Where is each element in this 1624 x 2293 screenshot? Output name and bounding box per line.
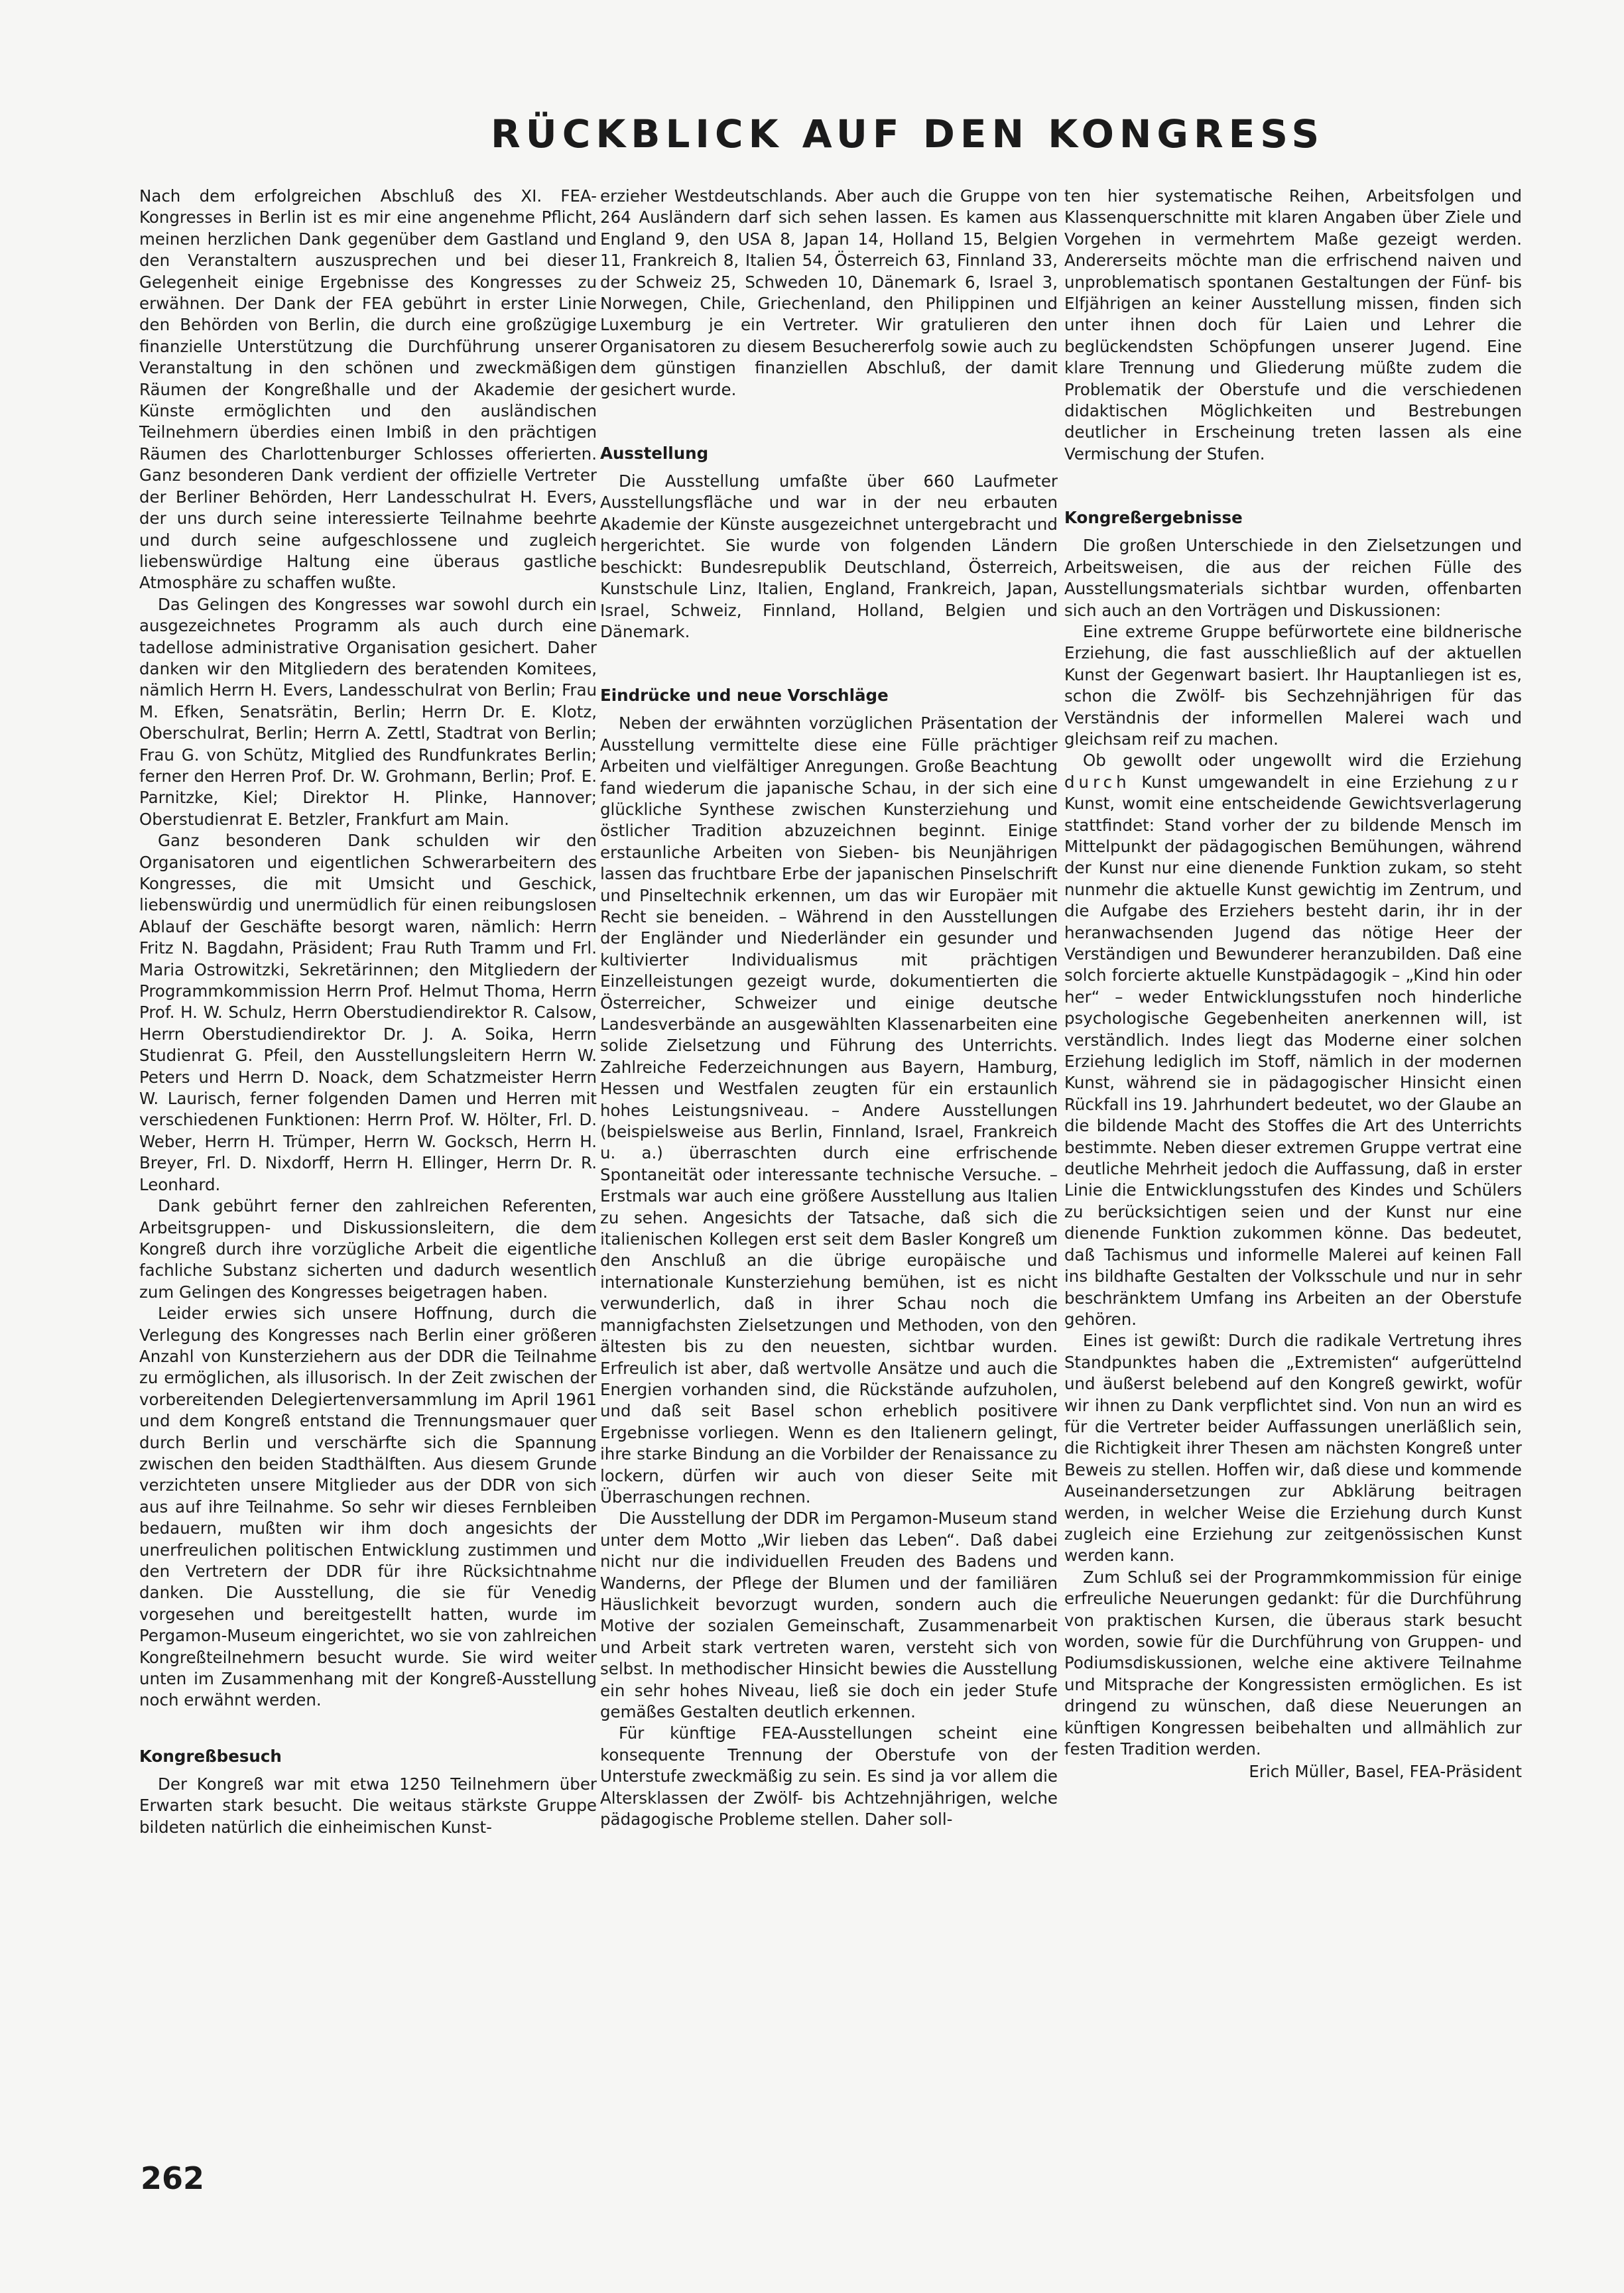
besuch-paragraph-continued: erzieher Westdeutschlands. Aber auch die Gruppe von 264 Ausländern darf sich sehen lassen. Es kamen aus England 9, den USA 8, Japan 14, Holland 15, Belgien 11, Frankreich 8, Italien 54, Österreich 63, Finnland 33, der Schweiz 25, Schweden 10, Dänemark 6, Israel 3, Norwegen, Chile, Griechenland, den Philippinen und Luxemburg je ein Vertreter. Wir gratulieren den Organisatoren zu diesem Besuchererfolg sowie auch zu dem günstigen finanziellen Abschluß, der damit gesichert wurde.: [600, 186, 1058, 399]
author-signature: Erich Müller, Basel, FEA-Präsident: [1249, 1762, 1522, 1782]
eindruecke-paragraph: Die Ausstellung der DDR im Pergamon-Museum stand unter dem Motto „Wir lieben das Leben“. Daß dabei nicht nur die individuellen Freuden des Badens und Wanderns, der Pflege der Blumen und der familiären Häuslichkeit bevorzugt wurden, sondern auch die Motive der sozialen Gemeinschaft, Zusammenarbeit und Arbeit stark vertreten waren, versteht sich von selbst. In methodischer Hinsicht bewies die Ausstellung ein sehr hohes Niveau, ließ sie doch ein jeder Stufe gemäßes Gestalten deutlich erkennen.: [600, 1509, 1058, 1721]
intro-paragraph: Ganz besonderen Dank schulden wir den Organisatoren und eigentlichen Schwerarbeitern des Kongresses, die mit Umsicht und Geschick, liebenswürdig und unermüdlich für einen reibungslosen Ablauf der Geschäfte besorgt waren, nämlich: Herrn Fritz N. Bagdahn, Präsident; Frau Ruth Tramm und Frl. Maria Ostrowitzki, Sekretärinnen; den Mitgliedern der Programmkommission Herrn Prof. Helmut Thoma, Herrn Prof. H. W. Schulz, Herrn Oberstudiendirektor R. Calsow, Herrn Oberstudiendirektor Dr. J. A. Soika, Herrn Studienrat G. Pfeil, den Ausstellungsleitern Herrn W. Peters und Herrn D. Noack, dem Schatzmeister Herrn W. Laurisch, ferner folgenden Damen und Herren mit verschiedenen Funktionen: Herrn Prof. W. Hölter, Frl. D. Weber, Herrn H. Trümper, Herrn W. Gocksch, Herrn H. Breyer, Frl. D. Nixdorff, Herrn H. Ellinger, Herrn Dr. R. Leonhard.: [139, 831, 597, 1194]
intro-paragraph: Leider erwies sich unsere Hoffnung, durch die Verlegung des Kongresses nach Berlin einer größeren Anzahl von Kunsterziehern aus der DDR die Teilnahme zu ermöglichen, als illusorisch. In der Zeit zwischen der vorbereitenden Delegiertenversammlung im April 1961 und dem Kongreß entstand die Trennungsmauer quer durch Berlin und verschärfte sich die Spannung zwischen den beiden Stadthälften. Aus diesem Grunde verzichteten unsere Mitglieder aus der DDR von sich aus auf ihre Teilnahme. So sehr wir dieses Fernbleiben bedauern, mußten wir ihm doch angesichts der unerfreulichen politischen Entwicklung zustimmen und den Vertretern der DDR für ihre Rücksichtnahme danken. Die Ausstellung, die sie für Venedig vorgesehen und bereitgestellt hatten, wurde im Pergamon-Museum eingerichtet, wo sie von zahlreichen Kongreßteilnehmern besucht wurde. Sie wird weiter unten im Zusammenhang mit der Kongreß-Ausstellung noch erwähnt werden.: [139, 1304, 597, 1710]
column-3: [1064, 186, 1522, 1783]
eindruecke-paragraph-continued: ten hier systematische Reihen, Arbeitsfolgen und Klassenquerschnitte mit klaren Angaben über Ziele und Vorgehen in vermehrtem Maße gezeigt werden. Andererseits möchte man die erfrischend naiven und unproblematisch spontanen Gestaltungen der Fünf- bis Elfjährigen an keiner Ausstellung missen, finden sich unter ihnen doch für Laien und Lehrer die beglückendsten Schöpfungen unserer Jugend. Eine klare Trennung und Gliederung müßte zudem die Problematik der Oberstufe und die verschiedenen didaktischen Möglichkeiten und Bestrebungen deutlicher in Erscheinung treten lassen als eine Vermischung der Stufen.: [1064, 186, 1522, 464]
column-1: [139, 186, 597, 1838]
ergebnisse-paragraph: Zum Schluß sei der Programmkommission für einige erfreuliche Neuerungen gedankt: für die Durchführung von praktischen Kursen, die überaus stark besucht worden, sowie für die Durchführung von Gruppen- und Podiumsdiskussionen, welche eine aktivere Teilnahme und Mitsprache der Kongressisten ermöglichen. Es ist dringend zu wünschen, daß diese Neuerungen an künftigen Kongressen beibehalten und allmählich zur festen Tradition werden.: [1064, 1567, 1522, 1759]
ergebnisse-paragraph: Eines ist gewißt: Durch die radikale Vertretung ihres Standpunktes haben die „Extremisten“ aufgerüttelnd und äußerst belebend auf den Kongreß gewirkt, wofür wir ihnen zu Dank verpflichtet sind. Von nun an wird es für die Vertreter beider Auffassungen unerläßlich sein, die Richtigkeit ihrer Thesen am nächsten Kongreß unter Beweis zu stellen. Hoffen wir, daß diese und kommende Auseinandersetzungen zur Abklärung beitragen werden, in welcher Weise die Erziehung durch Kunst zugleich eine Erziehung zur zeitgenössischen Kunst werden kann.: [1064, 1331, 1522, 1566]
ausstellung-paragraph: Die Ausstellung umfaßte über 660 Laufmeter Ausstellungsfläche und war in der neu erbauten Akademie der Künste ausgezeichnet untergebracht und hergerichtet. Sie wurde von folgenden Ländern beschickt: Bundesrepublik Deutschland, Österreich, Kunstschule Linz, Italien, England, Frankreich, Japan, Israel, Schweiz, Finnland, Holland, Belgien und Dänemark.: [600, 471, 1058, 641]
emphasis-zur: zur: [1484, 772, 1522, 792]
eindruecke-paragraph: Neben der erwähnten vorzüglichen Präsentation der Ausstellung vermittelte diese eine Fülle prächtiger Arbeiten und vielfältiger Anregungen. Große Beachtung fand wiederum die japanische Schau, in der sich eine glückliche Synthese zwischen Kunsterziehung und östlicher Tradition abzuzeichnen beginnt. Einige erstaunliche Arbeiten von Sieben- bis Neunjährigen lassen das fruchtbare Erbe der japanischen Pinselschrift und Pinseltechnik erkennen, um das wir Europäer mit Recht sie beneiden. – Während in den Ausstellungen der Engländer und Niederländer ein gesunder und kultivierter Individualismus mit prächtigen Einzelleistungen gezeigt wurde, dokumentierten die Österreicher, Schweizer und einige deutsche Landesverbände an ausgewählten Klassenarbeiten eine solide Zielsetzung und Führung des Unterrichts. Zahlreiche Federzeichnungen aus Bayern, Hamburg, Hessen und Westfalen zeugten für ein erstaunlich hohes Leistungsniveau. – Andere Ausstellungen (beispielsweise aus Berlin, Finnland, Israel, Frankreich u. a.) überraschten durch eine erfrischende Spontaneität oder interessante technische Versuche. – Erstmals war auch eine größere Ausstellung aus Italien zu sehen. Angesichts der Tatsache, daß sich die italienischen Kollegen erst seit dem Basler Kongreß um den Anschluß an die übrige europäische und internationale Kunsterziehung bemühen, ist es nicht verwunderlich, daß in ihrer Schau noch die mannigfachsten Zielsetzungen und Methoden, von den ältesten bis zu den neuesten, sichtbar wurden. Erfreulich ist aber, daß wertvolle Ansätze und auch die Energien vorhanden sind, die Rückstände aufzuholen, und daß seit Basel schon erheblich positivere Ergebnisse vorliegen. Wenn es den Italienern gelingt, ihre starke Bindung an die Vorbilder der Renaissance zu lockern, dürfen wir auch von dieser Seite mit Überraschungen rechnen.: [600, 713, 1058, 1507]
intro-paragraph: Das Gelingen des Kongresses war sowohl durch ein ausgezeichnetes Programm als auch durch eine tadellose administrative Organisation gesichert. Daher danken wir den Mitgliedern des beratenden Komitees, nämlich Herrn H. Evers, Landesschulrat von Berlin; Frau M. Efken, Senatsrätin, Berlin; Herrn Dr. E. Klotz, Oberschulrat, Berlin; Herrn A. Zettl, Stadtrat von Berlin; Frau G. von Schütz, Mitglied des Rundfunkrates Berlin; ferner den Herren Prof. Dr. W. Grohmann, Berlin; Prof. E. Parnitzke, Kiel; Direktor H. Plinke, Hannover; Oberstudienrat E. Betzler, Frankfurt am Main.: [139, 594, 597, 829]
column-2: [600, 186, 1058, 1830]
page-title: RÜCKBLICK AUF DEN KONGRESS: [491, 111, 1325, 156]
page-number: 262: [141, 2160, 205, 2196]
ergebnisse-paragraph: [1064, 750, 1522, 1330]
emphasis-durch: durch: [1064, 772, 1131, 792]
section-heading-ausstellung: Ausstellung: [600, 444, 709, 464]
besuch-paragraph: Der Kongreß war mit etwa 1250 Teilnehmern über Erwarten stark besucht. Die weitaus stärkste Gruppe bildeten natürlich die einheimischen Kunst-: [139, 1774, 597, 1837]
text-run: Kunst umgewandelt in eine Erziehung: [1130, 772, 1485, 792]
intro-paragraph: Nach dem erfolgreichen Abschluß des XI. FEA-Kongresses in Berlin ist es mir eine angenehme Pflicht, meinen herzlichen Dank gegenüber dem Gastland und den Veranstaltern auszusprechen und bei dieser Gelegenheit einige Ergebnisse des Kongresses zu erwähnen. Der Dank der FEA gebührt in erster Linie den Behörden von Berlin, die durch eine großzügige finanzielle Unterstützung die Durchführung unserer Veranstaltung in den schönen und zweckmäßigen Räumen der Kongreßhalle und der Akademie der Künste ermöglichten und den ausländischen Teilnehmern überdies einen Imbiß in den prächtigen Räumen des Charlottenburger Schlosses offerierten. Ganz besonderen Dank verdient der offizielle Vertreter der Berliner Behörden, Herr Landesschulrat H. Evers, der uns durch seine interessierte Teilnahme beehrte und durch seine aufgeschlossene und zugleich liebenswürdige Haltung eine überaus gastliche Atmosphäre zu schaffen wußte.: [139, 186, 597, 593]
text-run: Ob gewollt oder ungewollt wird die Erziehung: [1083, 751, 1522, 771]
section-heading-kongressbesuch: Kongreßbesuch: [139, 1746, 282, 1766]
section-heading-eindruecke: Eindrücke und neue Vorschläge: [600, 686, 889, 706]
intro-paragraph: Dank gebührt ferner den zahlreichen Referenten, Arbeitsgruppen- und Diskussionsleitern, die dem Kongreß durch ihre vorzügliche Arbeit die eigentliche fachliche Substanz sicherten und dadurch wesentlich zum Gelingen des Kongresses beigetragen haben.: [139, 1196, 597, 1302]
ergebnisse-paragraph: Eine extreme Gruppe befürwortete eine bildnerische Erziehung, die fast ausschließlich auf der aktuellen Kunst der Gegenwart basiert. Ihr Hauptanliegen ist es, schon die Zwölf- bis Sechzehnjährigen für das Verständnis der informellen Malerei wach und gleichsam reif zu machen.: [1064, 621, 1522, 749]
ergebnisse-paragraph: Die großen Unterschiede in den Zielsetzungen und Arbeitsweisen, die aus der reichen Fülle des Ausstellungsmaterials sichtbar wurden, offenbarten sich auch an den Vorträgen und Diskussionen:: [1064, 536, 1522, 620]
text-run: Kunst, womit eine entscheidende Gewichtsverlagerung stattfindet: Stand vorher der zu bildende Mensch im Mittelpunkt der pädagogischen Bemühungen, während der Kunst nur eine dienende Funktion zukam, so steht nunmehr die aktuelle Kunst gewichtig im Zentrum, und die Aufgabe des Erziehers besteht darin, ihr in der heranwachsenden Jugend das nötige Heer der Verständigen und Bewunderer heranzubilden. Daß eine solch forcierte aktuelle Kunstpädagogik – „Kind hin oder her“ – weder Entwicklungsstufen noch hinderliche psychologische Gegebenheiten anerkennen will, ist verständlich. Indes liegt das Moderne einer solchen Erziehung lediglich im Stoff, nämlich in der modernen Kunst, während sie in pädagogischer Hinsicht einen Rückfall ins 19. Jahrhundert bedeutet, wo der Glaube an die bildende Macht des Stoffes die Art des Unterrichts bestimmte. Neben dieser extremen Gruppe vertrat eine deutliche Mehrheit jedoch die Auffassung, daß in erster Linie die Entwicklungsstufen des Kindes und Schülers zu berücksichtigen seien und der Kunst nur eine dienende Funktion zukommen könne. Das bedeutet, daß Tachismus und informelle Malerei auf keinen Fall ins bildhafte Gestalten der Volksschule und nur in sehr beschränktem Umfang ins Arbeiten an der Oberstufe gehören.: [1064, 794, 1522, 1329]
section-heading-kongressergebnisse: Kongreßergebnisse: [1064, 508, 1243, 528]
eindruecke-paragraph: Für künftige FEA-Ausstellungen scheint eine konsequente Trennung der Oberstufe von der Unterstufe zweckmäßig zu sein. Es sind ja vor allem die Altersklassen der Zwölf- bis Achtzehnjährigen, welche pädagogische Probleme stellen. Daher soll-: [600, 1723, 1058, 1829]
